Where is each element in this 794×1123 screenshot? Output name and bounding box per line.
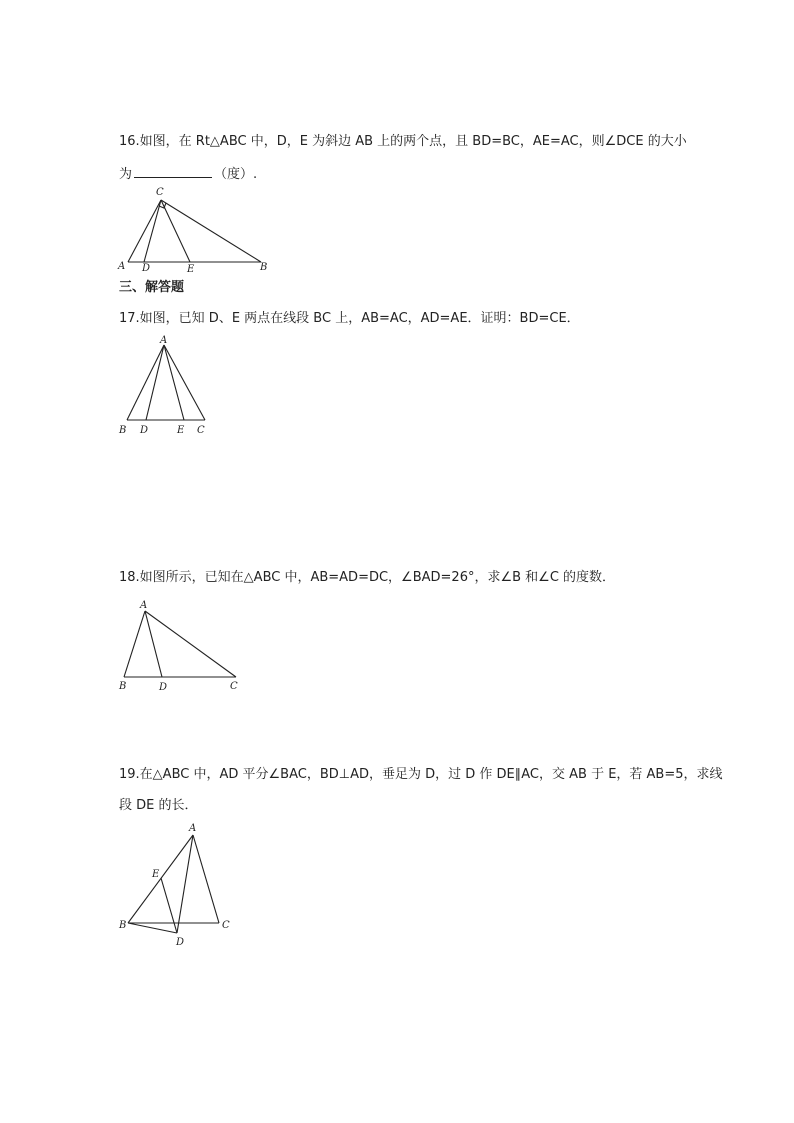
segment-ac bbox=[164, 345, 205, 420]
segment-ab bbox=[124, 611, 145, 677]
problem-16-figure bbox=[115, 183, 275, 275]
label-d: D bbox=[140, 425, 149, 436]
label-c: C bbox=[197, 425, 205, 436]
problem-17-figure bbox=[115, 333, 225, 438]
answer-blank[interactable] bbox=[134, 165, 212, 178]
segment-ad bbox=[146, 345, 164, 420]
segment-ab bbox=[128, 835, 193, 923]
label-c: C bbox=[222, 920, 230, 931]
label-c: C bbox=[156, 187, 164, 198]
segment-ac bbox=[128, 200, 161, 262]
segment-ad bbox=[177, 835, 193, 933]
problem-19-text-line2: 段 DE 的长． bbox=[119, 798, 198, 813]
label-a: A bbox=[160, 335, 168, 346]
segment-ac bbox=[193, 835, 219, 923]
label-a: A bbox=[140, 600, 148, 611]
segment-ac bbox=[145, 611, 236, 677]
label-e: E bbox=[177, 425, 185, 436]
section-title: 三、解答题 bbox=[119, 280, 185, 295]
label-d: D bbox=[159, 682, 168, 693]
label-d: D bbox=[142, 263, 151, 274]
label-b: B bbox=[119, 920, 127, 931]
segment-cd bbox=[144, 200, 161, 262]
problem-16-text-line1: 16.如图，在 Rt△ABC 中，D，E 为斜边 AB 上的两个点，且 BD=BC，AE=AC，则∠DCE 的大小 bbox=[119, 134, 687, 149]
label-a: A bbox=[189, 823, 197, 834]
label-c: C bbox=[230, 681, 238, 692]
label-b: B bbox=[260, 262, 268, 273]
problem-16-line2-suffix: （度）. bbox=[214, 167, 258, 182]
problem-17-text-line1: 17.如图，已知 D、E 两点在线段 BC 上，AB=AC，AD=AE．证明：BD=CE． bbox=[119, 311, 580, 326]
label-a: A bbox=[118, 261, 126, 272]
label-b: B bbox=[119, 425, 127, 436]
problem-16-text-line2 bbox=[119, 165, 257, 183]
problem-18-text-line1: 18.如图所示，已知在△ABC 中，AB=AD=DC，∠BAD=26°，求∠B 和∠C 的度数． bbox=[119, 570, 616, 585]
label-d: D bbox=[176, 937, 185, 948]
label-e: E bbox=[187, 264, 195, 275]
problem-19-text-line1: 19.在△ABC 中，AD 平分∠BAC，BD⊥AD，垂足为 D，过 D 作 DE∥AC，交 AB 于 E，若 AB=5，求线 bbox=[119, 767, 723, 782]
segment-bd bbox=[128, 923, 177, 933]
label-e: E bbox=[152, 869, 160, 880]
segment-de bbox=[161, 878, 177, 933]
segment-ab bbox=[127, 345, 164, 420]
problem-16-line2-prefix: 为 bbox=[119, 167, 133, 182]
problem-18-figure bbox=[115, 597, 250, 695]
label-b: B bbox=[119, 681, 127, 692]
problem-19-figure bbox=[115, 820, 240, 950]
segment-ae bbox=[164, 345, 184, 420]
